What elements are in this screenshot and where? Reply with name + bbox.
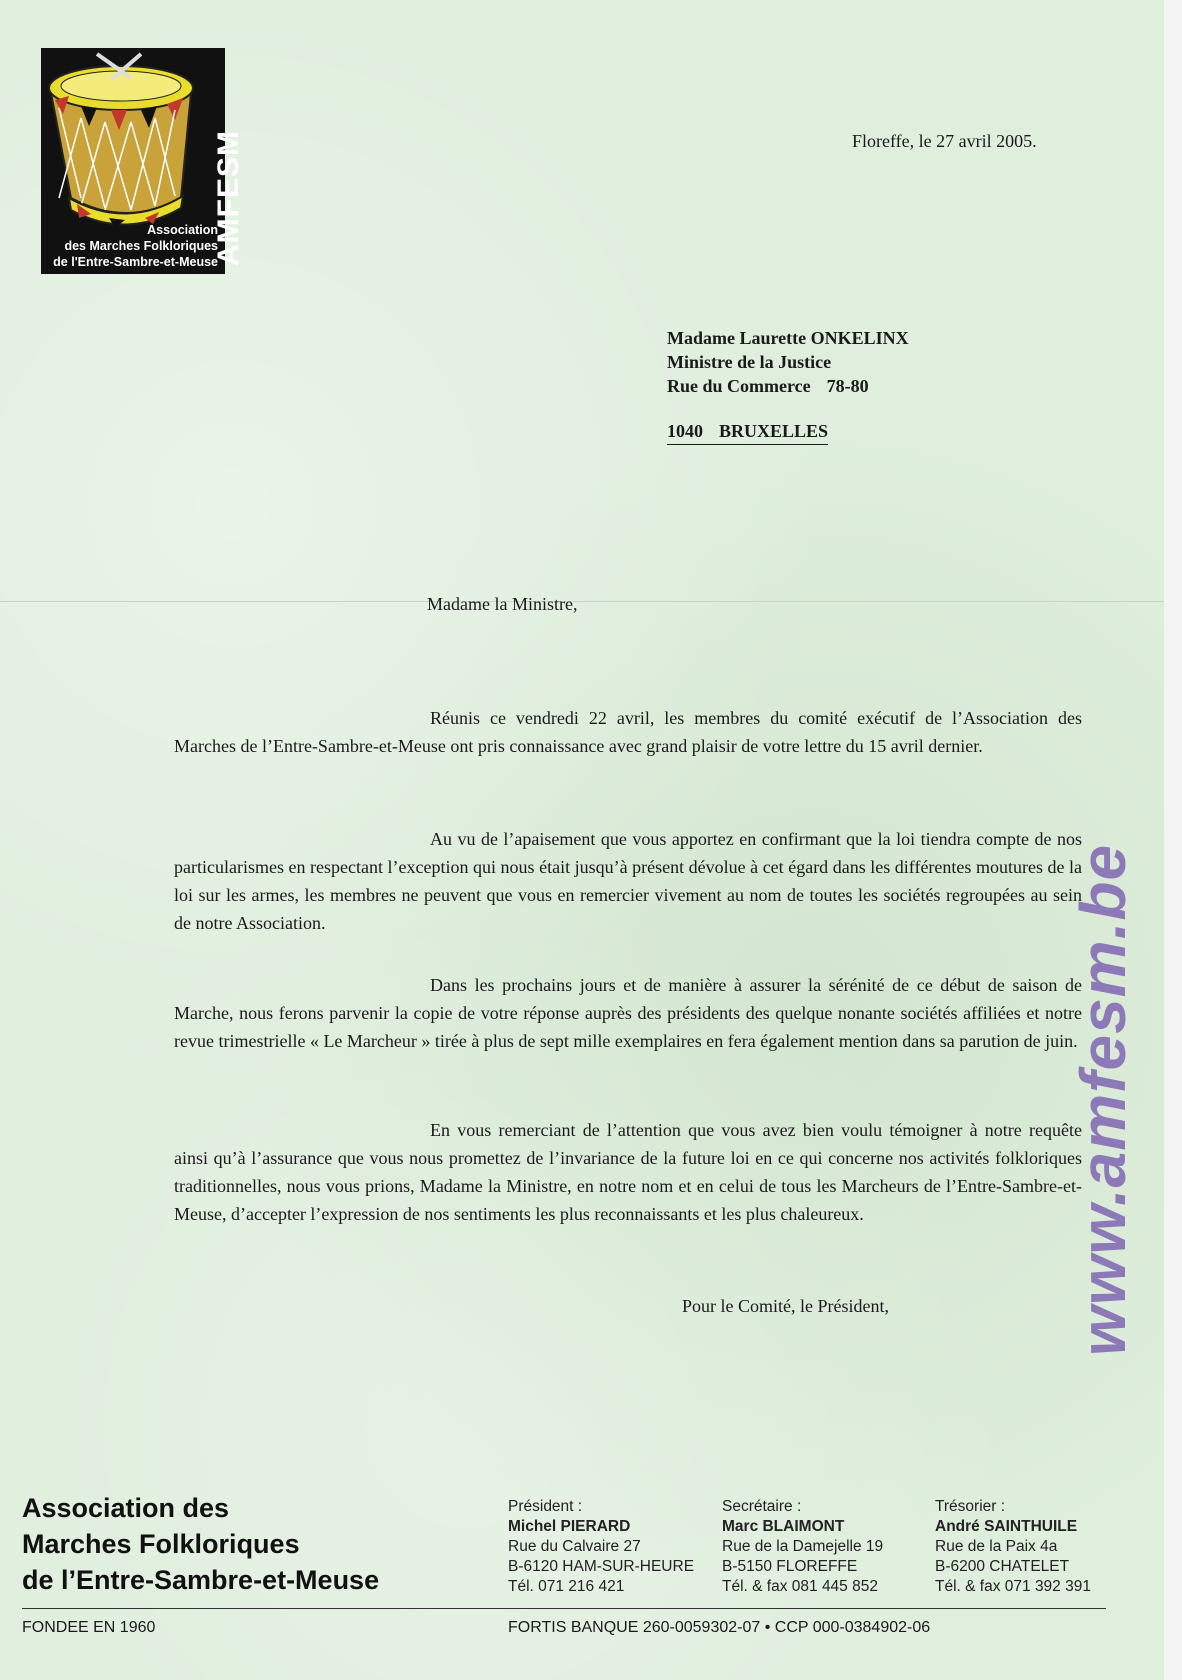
recipient-address xyxy=(667,326,909,445)
letter-paragraph: Réunis ce vendredi 22 avril, les membres du comité exécutif de l’Association des Marches de l’Entre-Sambre-et-Meuse ont pris connaissance avec grand plaisir de votre lettre du 15 avril dernier. xyxy=(174,708,1082,756)
officer-president: Président : Michel PIERARD Rue du Calvaire 27 B-6120 HAM-SUR-HEURE Tél. 071 216 421 xyxy=(508,1498,695,1595)
recipient-city-line xyxy=(667,419,828,445)
founded-year: FONDEE EN 1960 xyxy=(22,1619,156,1636)
closing-line: Pour le Comité, le Président, xyxy=(682,1296,889,1316)
salutation: Madame la Ministre, xyxy=(427,594,578,614)
letter-paragraph: Au vu de l’apaisement que vous apportez en confirmant que la loi tiendra compte de nos particularismes en respectant l’exception qui nous était jusqu’à présent dévolue à cet égard dans les différentes moutures de la loi sur les armes, les membres ne peuvent que vous en remercier vivement au nom de toutes les sociétés regroupées au sein de notre Association. xyxy=(174,829,1082,933)
officer-treasurer: Trésorier : André SAINTHUILE Rue de la Paix 4a B-6200 CHATELET Tél. & fax 071 392 391 xyxy=(935,1498,1091,1595)
recipient-city: BRUXELLES xyxy=(719,421,829,441)
recipient-title: Ministre de la Justice xyxy=(667,352,832,372)
footer-divider xyxy=(22,1608,1106,1609)
letter-paragraph: En vous remerciant de l’attention que vous avez bien voulu témoigner à notre requête ainsi qu’à l’assurance que vous nous promettez de l’invariance de la future loi en ce qui concerne nos activités folkloriques traditionnelles, nous vous prions, Madame la Ministre, en notre nom et en celui de tous les Marcheurs de l’Entre-Sambre-et-Meuse, d’accepter l’expression de nos sentiments les plus reconnaissants et les plus chaleureux. xyxy=(174,1120,1082,1224)
officer-secretary: Secrétaire : Marc BLAIMONT Rue de la Damejelle 19 B-5150 FLOREFFE Tél. & fax 081 445 852 xyxy=(722,1498,884,1595)
fold-line xyxy=(0,601,1164,602)
recipient-number: 78-80 xyxy=(826,376,869,396)
recipient-name: Madame Laurette ONKELINX xyxy=(667,328,909,348)
footer-org-name: Association des Marches Folkloriques de l’Entre-Sambre-et-Meuse xyxy=(22,1493,380,1595)
bank-details: FORTIS BANQUE 260-0059302-07 • CCP 000-0384902-06 xyxy=(508,1619,931,1636)
letter-paragraph: Dans les prochains jours et de manière à assurer la sérénité de ce début de saison de Marche, nous ferons parvenir la copie de votre réponse auprès des présidents des quelque nonante sociétés affiliées et notre revue trimestrielle « Le Marcheur » tirée à plus de sept mille exemplaires en fera également mention dans sa parution de juin. xyxy=(174,975,1082,1051)
recipient-street-line xyxy=(667,374,909,398)
logo-caption: Association des Marches Folkloriques de l'Entre-Sambre-et-Meuse xyxy=(53,223,218,269)
letter-date: Floreffe, le 27 avril 2005. xyxy=(852,131,1037,151)
recipient-street: Rue du Commerce xyxy=(667,376,811,396)
recipient-postcode: 1040 xyxy=(667,421,703,441)
amfesm-logo: AMFESM Association des Marches Folkloriques de l'Entre-Sambre-et-Meuse xyxy=(41,48,225,274)
page-edge xyxy=(1164,0,1182,1680)
